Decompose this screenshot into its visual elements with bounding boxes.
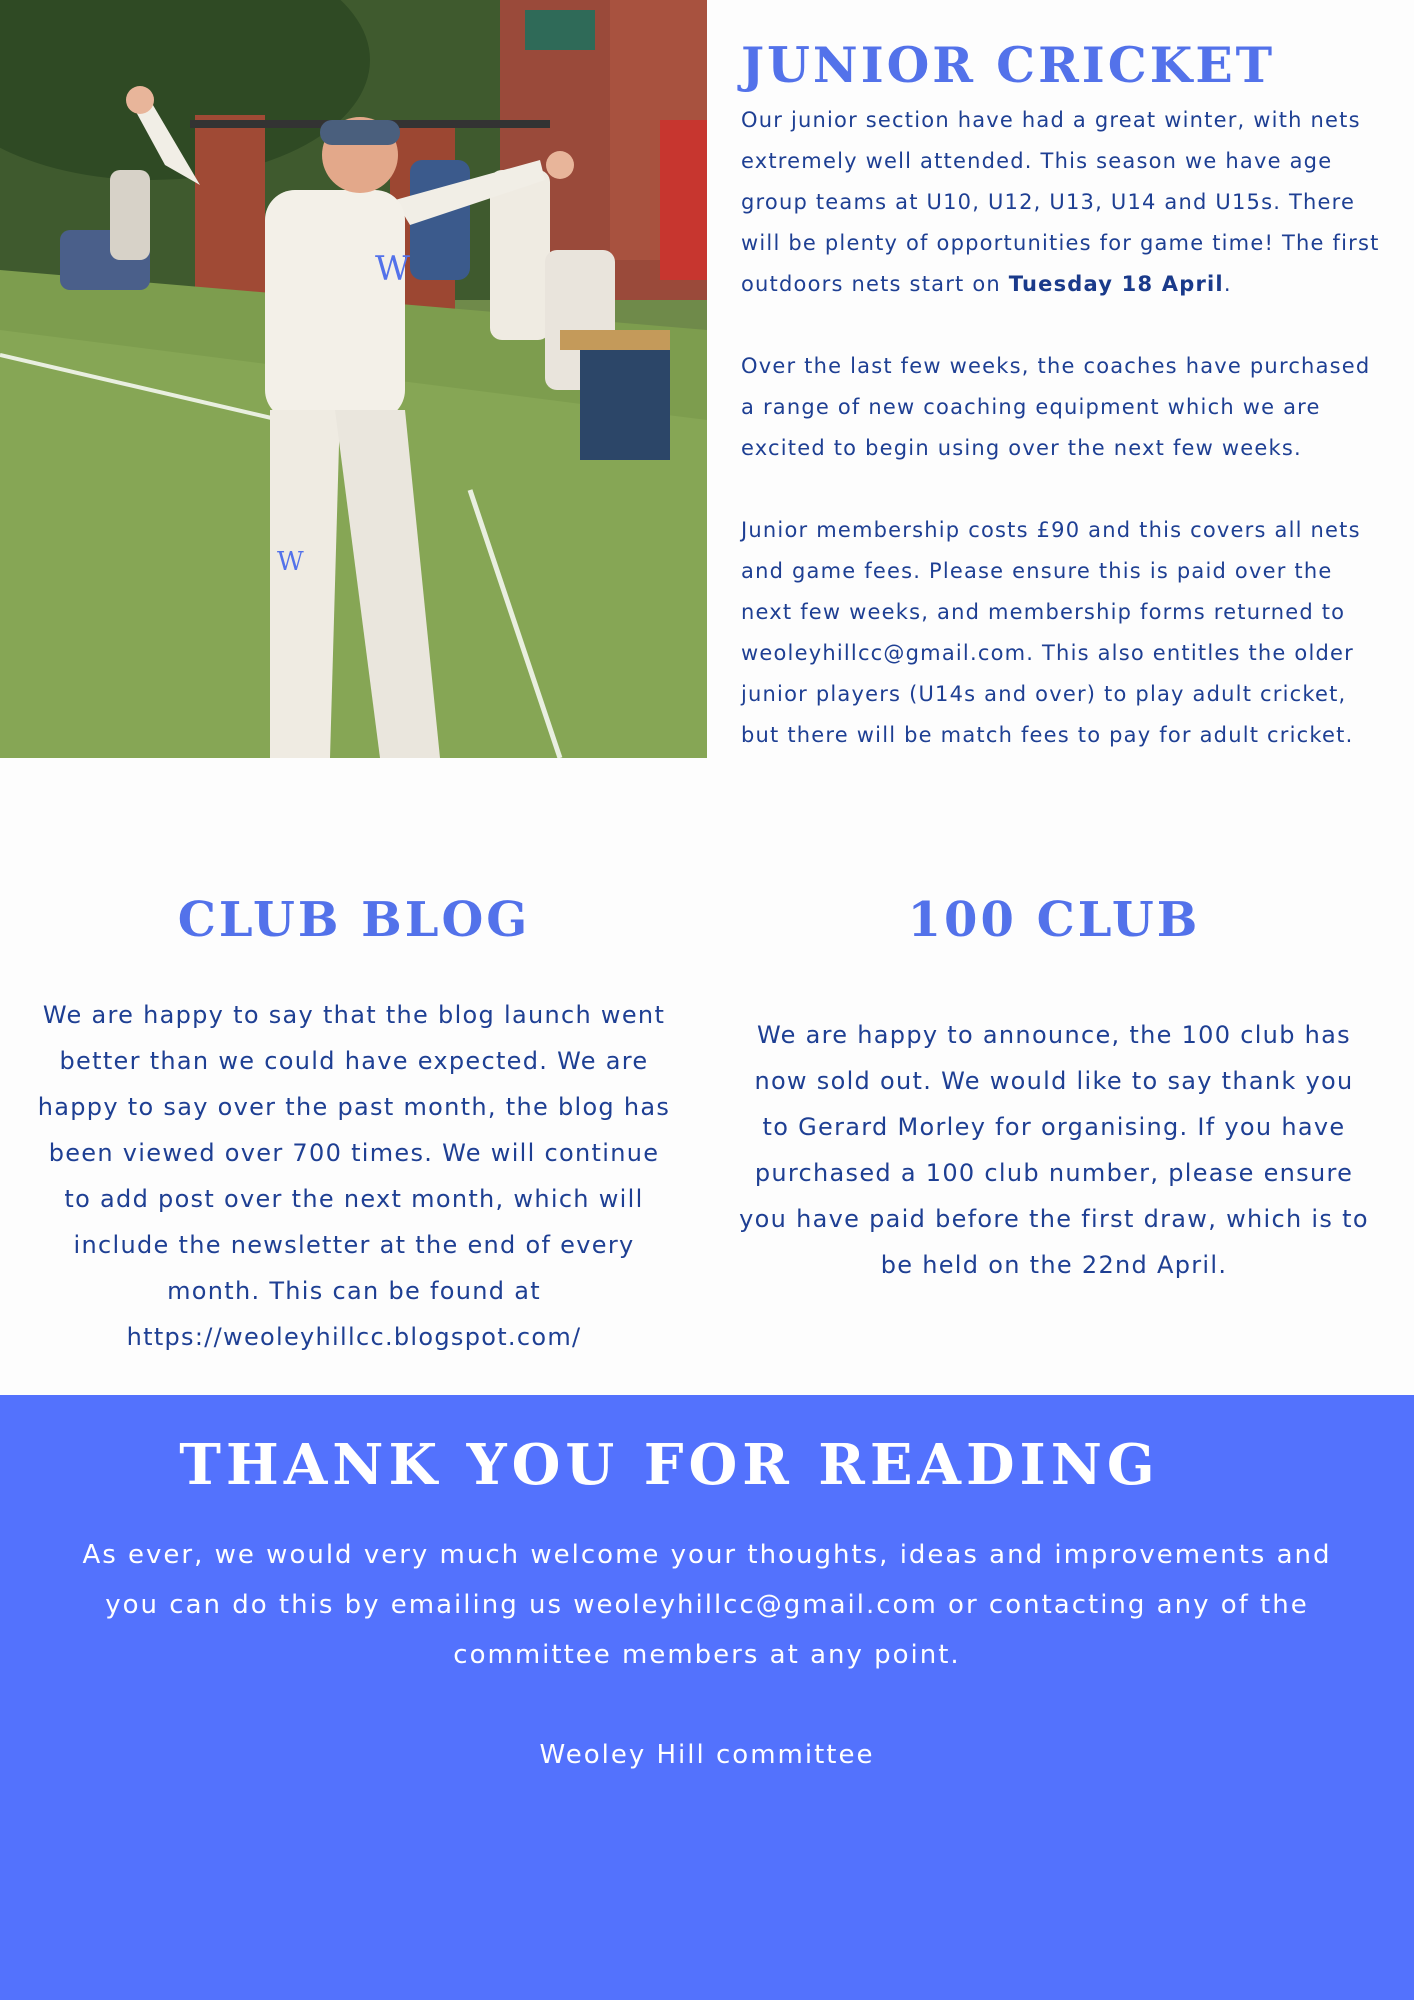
junior-p1-text: Our junior section have had a great winter, with nets extremely well attended. This season we have age group teams at U10, U12, U13, U14 and U15s. There will be plenty of opportunities for game time! The first outdoors nets start on <box>741 108 1380 296</box>
hundred-club-section <box>738 890 1370 1288</box>
junior-cricket-paragraph-2: Over the last few weeks, the coaches have purchased a range of new coaching equipment which we are excited to begin using over the next few weeks. <box>741 354 1371 460</box>
cricketer-photo <box>0 0 707 758</box>
junior-cricket-paragraph-3: Junior membership costs £90 and this covers all nets and game fees. Please ensure this is paid over the next few weeks, and membership forms returned to weoleyhillcc@gmail.com. This also entitles the older junior players (U14s and over) to play adult cricket, but there will be match fees to pay for adult cricket. <box>741 518 1361 747</box>
thank-you-title: THANK YOU FOR READING <box>179 1432 1160 1498</box>
club-blog-text: We are happy to say that the blog launch went better than we could have expected. We are happy to say over the past month, the blog has been viewed over 700 times. We will continue to add post over the next month, which will include the newsletter at the end of every month. This can be found at https://weoleyhillcc.blogspot.com/ <box>37 1001 671 1351</box>
junior-p1-end: . <box>1223 272 1232 296</box>
shirt-logo: W <box>375 249 410 289</box>
thank-you-text: As ever, we would very much welcome your thoughts, ideas and improvements and you can do this by emailing us weoleyhillcc@gmail.com or contacting any of the committee members at any point. <box>82 1540 1332 1670</box>
club-blog-title: CLUB BLOG <box>177 892 531 948</box>
trousers-logo: W <box>277 547 304 577</box>
nets-start-date: Tuesday 18 April <box>1008 272 1224 296</box>
hundred-club-text: We are happy to announce, the 100 club has now sold out. We would like to say thank you to Gerard Morley for organising. If you have purchased a 100 club number, please ensure you have paid before the first draw, which is to be held on the 22nd April. <box>739 1021 1369 1279</box>
hundred-club-title: 100 CLUB <box>907 892 1201 948</box>
junior-cricket-title: JUNIOR CRICKET <box>741 36 1276 94</box>
cricketer-photo-illustration <box>0 0 707 758</box>
junior-cricket-section <box>741 30 1381 797</box>
junior-cricket-paragraph-1 <box>741 100 1381 305</box>
committee-signature: Weoley Hill committee <box>539 1740 875 1770</box>
thank-you-footer <box>0 1395 1414 2000</box>
club-blog-section <box>34 890 674 1360</box>
